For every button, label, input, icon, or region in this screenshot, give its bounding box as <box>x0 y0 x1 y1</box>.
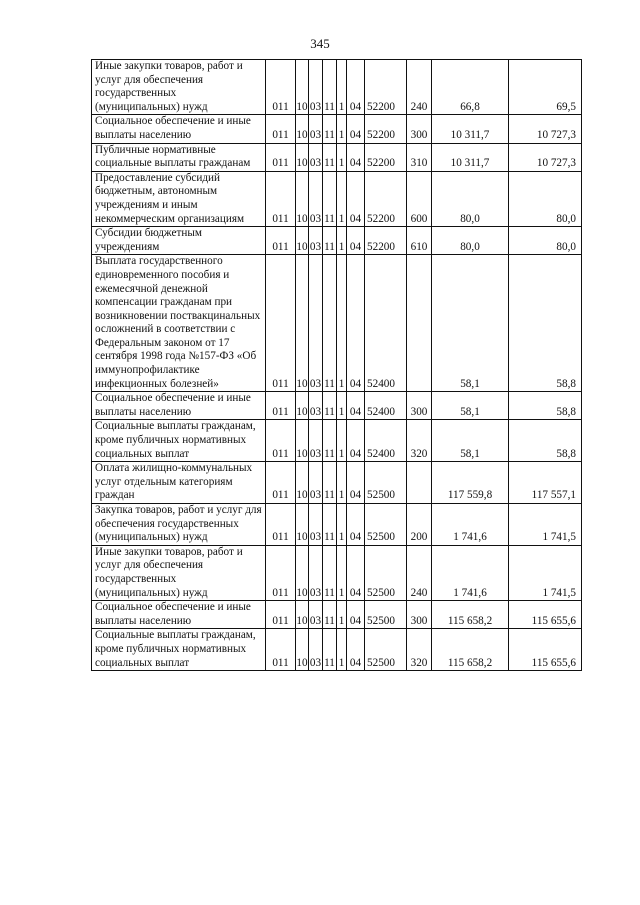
amount-year-1: 1 741,6 <box>432 545 509 600</box>
section-code: 10 <box>296 143 309 171</box>
target-article-program-code: 11 <box>323 420 337 462</box>
subsection-code: 03 <box>309 601 323 629</box>
department-code: 011 <box>266 545 296 600</box>
budget-item-name: Иные закупки товаров, работ и услуг для обеспечения государственных (муниципальных) нужд <box>92 60 266 115</box>
target-article-direction-code: 52400 <box>365 392 407 420</box>
target-article-program-code: 11 <box>323 504 337 546</box>
section-code: 10 <box>296 545 309 600</box>
table-row <box>92 115 582 143</box>
target-article-event-code: 04 <box>347 462 365 504</box>
target-article-direction-code: 52200 <box>365 60 407 115</box>
amount-year-1: 80,0 <box>432 171 509 226</box>
section-code: 10 <box>296 115 309 143</box>
table-row <box>92 227 582 255</box>
target-article-subprogram-code: 1 <box>337 392 347 420</box>
target-article-program-code: 11 <box>323 60 337 115</box>
amount-year-1: 10 311,7 <box>432 115 509 143</box>
budget-item-name: Социальное обеспечение и иные выплаты населению <box>92 115 266 143</box>
budget-item-name: Выплата государственного единовременного пособия и ежемесячной денежной компенсации гражданам при возникновении поствакцинальных осложнений в соответствии с Федеральным законом от 17 сентября 1998 года №157-ФЗ «Об иммунопрофилактике инфекционных болезней» <box>92 255 266 392</box>
table-row <box>92 171 582 226</box>
section-code: 10 <box>296 629 309 671</box>
target-article-direction-code: 52500 <box>365 545 407 600</box>
amount-year-2: 69,5 <box>509 60 582 115</box>
department-code: 011 <box>266 227 296 255</box>
target-article-event-code: 04 <box>347 255 365 392</box>
subsection-code: 03 <box>309 420 323 462</box>
subsection-code: 03 <box>309 115 323 143</box>
expense-type-code: 320 <box>407 420 432 462</box>
target-article-subprogram-code: 1 <box>337 227 347 255</box>
subsection-code: 03 <box>309 392 323 420</box>
amount-year-1: 58,1 <box>432 420 509 462</box>
subsection-code: 03 <box>309 171 323 226</box>
target-article-event-code: 04 <box>347 227 365 255</box>
target-article-event-code: 04 <box>347 504 365 546</box>
amount-year-2: 80,0 <box>509 171 582 226</box>
subsection-code: 03 <box>309 462 323 504</box>
amount-year-1: 117 559,8 <box>432 462 509 504</box>
budget-table <box>91 59 582 671</box>
target-article-direction-code: 52200 <box>365 171 407 226</box>
target-article-subprogram-code: 1 <box>337 60 347 115</box>
expense-type-code: 310 <box>407 143 432 171</box>
target-article-direction-code: 52500 <box>365 504 407 546</box>
amount-year-1: 10 311,7 <box>432 143 509 171</box>
department-code: 011 <box>266 392 296 420</box>
target-article-event-code: 04 <box>347 171 365 226</box>
budget-item-name: Социальное обеспечение и иные выплаты населению <box>92 601 266 629</box>
target-article-subprogram-code: 1 <box>337 255 347 392</box>
amount-year-1: 115 658,2 <box>432 629 509 671</box>
page-number: 345 <box>310 36 330 51</box>
subsection-code: 03 <box>309 504 323 546</box>
amount-year-1: 58,1 <box>432 392 509 420</box>
table-row <box>92 60 582 115</box>
amount-year-1: 1 741,6 <box>432 504 509 546</box>
department-code: 011 <box>266 420 296 462</box>
section-code: 10 <box>296 420 309 462</box>
amount-year-2: 1 741,5 <box>509 504 582 546</box>
budget-item-name: Иные закупки товаров, работ и услуг для обеспечения государственных (муниципальных) нужд <box>92 545 266 600</box>
department-code: 011 <box>266 60 296 115</box>
budget-item-name: Публичные нормативные социальные выплаты гражданам <box>92 143 266 171</box>
section-code: 10 <box>296 255 309 392</box>
target-article-subprogram-code: 1 <box>337 420 347 462</box>
target-article-direction-code: 52200 <box>365 227 407 255</box>
department-code: 011 <box>266 255 296 392</box>
expense-type-code <box>407 255 432 392</box>
target-article-program-code: 11 <box>323 462 337 504</box>
budget-item-name: Субсидии бюджетным учреждениям <box>92 227 266 255</box>
section-code: 10 <box>296 504 309 546</box>
target-article-event-code: 04 <box>347 629 365 671</box>
subsection-code: 03 <box>309 255 323 392</box>
amount-year-2: 10 727,3 <box>509 143 582 171</box>
table-row <box>92 462 582 504</box>
subsection-code: 03 <box>309 227 323 255</box>
amount-year-1: 58,1 <box>432 255 509 392</box>
target-article-program-code: 11 <box>323 227 337 255</box>
expense-type-code <box>407 462 432 504</box>
subsection-code: 03 <box>309 629 323 671</box>
target-article-event-code: 04 <box>347 545 365 600</box>
target-article-direction-code: 52500 <box>365 601 407 629</box>
target-article-subprogram-code: 1 <box>337 545 347 600</box>
budget-item-name: Социальные выплаты гражданам, кроме публичных нормативных социальных выплат <box>92 629 266 671</box>
budget-item-name: Закупка товаров, работ и услуг для обеспечения государственных (муниципальных) нужд <box>92 504 266 546</box>
amount-year-2: 115 655,6 <box>509 601 582 629</box>
target-article-direction-code: 52400 <box>365 255 407 392</box>
expense-type-code: 240 <box>407 60 432 115</box>
amount-year-2: 58,8 <box>509 420 582 462</box>
department-code: 011 <box>266 462 296 504</box>
budget-item-name: Социальные выплаты гражданам, кроме публичных нормативных социальных выплат <box>92 420 266 462</box>
expense-type-code: 300 <box>407 392 432 420</box>
department-code: 011 <box>266 171 296 226</box>
amount-year-2: 1 741,5 <box>509 545 582 600</box>
target-article-subprogram-code: 1 <box>337 601 347 629</box>
target-article-program-code: 11 <box>323 115 337 143</box>
target-article-event-code: 04 <box>347 115 365 143</box>
department-code: 011 <box>266 115 296 143</box>
target-article-program-code: 11 <box>323 392 337 420</box>
table-row <box>92 255 582 392</box>
department-code: 011 <box>266 601 296 629</box>
target-article-program-code: 11 <box>323 255 337 392</box>
amount-year-2: 58,8 <box>509 392 582 420</box>
section-code: 10 <box>296 392 309 420</box>
target-article-program-code: 11 <box>323 143 337 171</box>
target-article-event-code: 04 <box>347 601 365 629</box>
subsection-code: 03 <box>309 143 323 171</box>
expense-type-code: 610 <box>407 227 432 255</box>
target-article-direction-code: 52200 <box>365 115 407 143</box>
amount-year-2: 58,8 <box>509 255 582 392</box>
amount-year-1: 115 658,2 <box>432 601 509 629</box>
subsection-code: 03 <box>309 545 323 600</box>
amount-year-2: 10 727,3 <box>509 115 582 143</box>
target-article-event-code: 04 <box>347 420 365 462</box>
target-article-event-code: 04 <box>347 60 365 115</box>
department-code: 011 <box>266 504 296 546</box>
target-article-subprogram-code: 1 <box>337 462 347 504</box>
expense-type-code: 300 <box>407 115 432 143</box>
expense-type-code: 300 <box>407 601 432 629</box>
table-row <box>92 143 582 171</box>
target-article-direction-code: 52500 <box>365 462 407 504</box>
table-row <box>92 545 582 600</box>
expense-type-code: 320 <box>407 629 432 671</box>
budget-item-name: Оплата жилищно-коммунальных услуг отдельным категориям граждан <box>92 462 266 504</box>
table-row <box>92 504 582 546</box>
expense-type-code: 240 <box>407 545 432 600</box>
section-code: 10 <box>296 60 309 115</box>
target-article-direction-code: 52400 <box>365 420 407 462</box>
expense-type-code: 600 <box>407 171 432 226</box>
target-article-event-code: 04 <box>347 392 365 420</box>
table-row <box>92 392 582 420</box>
target-article-program-code: 11 <box>323 545 337 600</box>
target-article-subprogram-code: 1 <box>337 143 347 171</box>
department-code: 011 <box>266 629 296 671</box>
target-article-event-code: 04 <box>347 143 365 171</box>
target-article-program-code: 11 <box>323 171 337 226</box>
budget-item-name: Предоставление субсидий бюджетным, автономным учреждениям и иным некоммерческим организациям <box>92 171 266 226</box>
amount-year-1: 80,0 <box>432 227 509 255</box>
table-row <box>92 420 582 462</box>
section-code: 10 <box>296 171 309 226</box>
target-article-subprogram-code: 1 <box>337 629 347 671</box>
section-code: 10 <box>296 227 309 255</box>
target-article-subprogram-code: 1 <box>337 171 347 226</box>
target-article-subprogram-code: 1 <box>337 504 347 546</box>
target-article-subprogram-code: 1 <box>337 115 347 143</box>
target-article-direction-code: 52200 <box>365 143 407 171</box>
amount-year-1: 66,8 <box>432 60 509 115</box>
section-code: 10 <box>296 462 309 504</box>
amount-year-2: 80,0 <box>509 227 582 255</box>
expense-type-code: 200 <box>407 504 432 546</box>
amount-year-2: 117 557,1 <box>509 462 582 504</box>
table-row <box>92 629 582 671</box>
target-article-direction-code: 52500 <box>365 629 407 671</box>
budget-item-name: Социальное обеспечение и иные выплаты населению <box>92 392 266 420</box>
amount-year-2: 115 655,6 <box>509 629 582 671</box>
section-code: 10 <box>296 601 309 629</box>
table-row <box>92 601 582 629</box>
target-article-program-code: 11 <box>323 601 337 629</box>
target-article-program-code: 11 <box>323 629 337 671</box>
subsection-code: 03 <box>309 60 323 115</box>
department-code: 011 <box>266 143 296 171</box>
